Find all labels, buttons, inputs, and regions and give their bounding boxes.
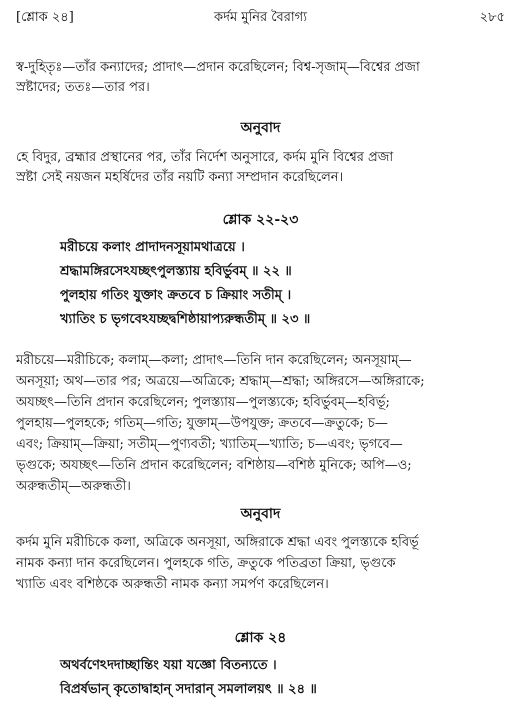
translation-heading-2: অনুবাদ (240, 506, 281, 522)
synonyms-line: অরুন্ধতীম্—অরুন্ধতী। (16, 479, 131, 494)
translation-2-line: খ্যাতি এবং বশিষ্ঠকে অরুন্ধতী নামক কন্যা সমর্পণ করেছিলেন। (16, 577, 329, 592)
translation-2 (16, 532, 505, 595)
synonyms-top (16, 58, 505, 98)
verse-heading-22-23: শ্লোক ২২-২৩ (222, 212, 299, 228)
verse-22-23 (60, 236, 505, 332)
synonyms-line: এবং; ক্রিয়াম্—ক্রিয়া; সতীম্—পুণ্যবতী; খ্যাতিম্—খ্যাতি; চ—এবং; ভৃগবে— (16, 437, 403, 452)
chapter-title: কর্দম মুনির বৈরাগ্য (214, 10, 307, 25)
verse-heading-24: শ্লোক ২৪ (234, 630, 287, 646)
synonyms-line: মরীচয়ে—মরীচিকে; কলাম্—কলা; প্রাদাৎ—তিনি দান করেছিলেন; অনসূয়াম্— (16, 353, 412, 368)
verse-24 (60, 654, 505, 702)
verse-line: বিপ্রর্ষভান্ কৃতোদ্বাহান্ সদারান্ সমলালয়ৎ ॥ ২৪ ॥ (60, 682, 317, 697)
verse-line: অথর্বণেঽদদাচ্ছান্তিং যয়া যজ্ঞো বিতন্যতে । (60, 658, 277, 673)
translation-2-line: কর্দম মুনি মরীচিকে কলা, অত্রিকে অনসূয়া, অঙ্গিরাকে শ্রদ্ধা এবং পুলস্ত্যকে হবির্ভূ (16, 535, 419, 550)
translation-1 (16, 148, 505, 188)
synonyms-mid (16, 350, 505, 497)
translation-heading-1: অনুবাদ (240, 120, 281, 136)
synonyms-top-line-1: স্ব-দুহিতৃঃ—তাঁর কন্যাদের; প্রাদাৎ—প্রদান করেছিলেন; বিশ্ব-সৃজাম্—বিশ্বের প্রজা (16, 60, 420, 75)
synonyms-top-line-2: স্রষ্টাদের; ততঃ—তার পর। (16, 80, 150, 95)
verse-reference: [শ্লোক ২৪] (16, 10, 74, 25)
synonyms-line: অনসূয়া; অথ—তার পর; অত্রয়ে—অত্রিকে; শ্রদ্ধাম্—শ্রদ্ধা; অঙ্গিরসে—অঙ্গিরাকে; (16, 374, 425, 389)
translation-2-line: নামক কন্যা দান করেছিলেন। পুলহকে গতি, ক্রতুকে পতিব্রতা ক্রিয়া, ভৃগুকে (16, 556, 396, 571)
page-number: ২৮৫ (479, 10, 505, 25)
synonyms-line: ভৃগুকে; অযচ্ছৎ—তিনি প্রদান করেছিলেন; বশিষ্ঠায়—বশিষ্ঠ মুনিকে; অপি—ও; (16, 458, 412, 473)
translation-1-line-2: স্রষ্টা সেই নয়জন মহর্ষিদের তাঁর নয়টি কন্যা সম্প্রদান করেছিলেন। (16, 170, 344, 185)
synonyms-line: পুলহায়—পুলহকে; গতিম্—গতি; যুক্তাম্—উপযুক্ত; ক্রতবে—ক্রতুকে; চ— (16, 416, 388, 431)
synonyms-line: অযচ্ছৎ—তিনি প্রদান করেছিলেন; পুলস্ত্যায়—পুলস্ত্যকে; হবির্ভুবম্—হবির্ভূ; (16, 395, 390, 410)
verse-line: পুলহায় গতিং যুক্তাং ক্রতবে চ ক্রিয়াং সতীম্ । (60, 288, 292, 303)
verse-line: শ্রদ্ধামঙ্গিরসেঽযচ্ছৎপুলস্ত্যায় হবির্ভুবম্ ॥ ২২ ॥ (60, 264, 292, 279)
page-header (16, 8, 505, 32)
verse-line: মরীচয়ে কলাং প্রাদাদনসূয়ামথাত্রয়ে । (60, 240, 245, 255)
translation-1-line-1: হে বিদুর, ব্রহ্মার প্রস্থানের পর, তাঁর নির্দেশ অনুসারে, কর্দম মুনি বিশ্বের প্রজা (16, 150, 394, 165)
verse-line: খ্যাতিং চ ভৃগবেঽযচ্ছদ্বশিষ্ঠায়াপ্যরুন্ধতীম্ ॥ ২৩ ॥ (60, 312, 311, 327)
